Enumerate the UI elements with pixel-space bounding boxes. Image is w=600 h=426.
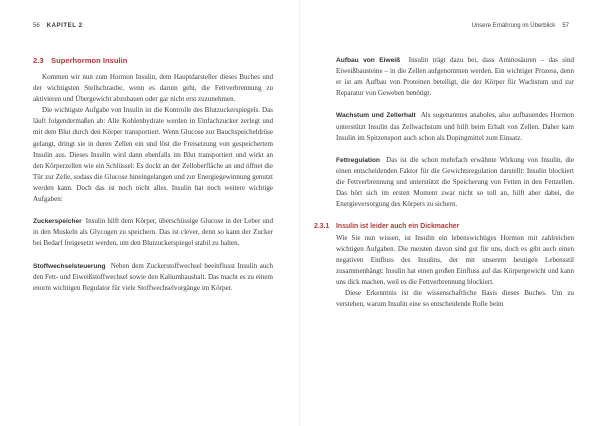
definition-text: Insulin trägt dazu bei, dass Aminosäuren – das sind Eiweißbausteine – in die Zellen aufgenommen werden. Ein wichtiger Prozess, denn er ist am Aufbau von Proteinen beteiligt, die der Körper für Wachstum und zur Reparatur von Geweben benötigt. <box>336 56 574 98</box>
subsection-paragraph: Wie Sie nun wissen, ist Insulin ein lebenswichtiges Hormon mit zahlreichen wichtigen Aufgaben. Die meisten davon sind gut für uns, doch es gibt auch einen negativen Einfluss des Insulins, der mit unserem heutigen Lebensstil zusammenhängt: Insulin hat einen großen Einfluss auf das Körpergewicht und kann uns dick machen, weil es die Fettverbrennung blockiert. <box>336 233 574 286</box>
definition-item <box>336 110 574 143</box>
running-title: Unsere Ernährung im Überblick <box>471 23 556 29</box>
section-heading <box>33 55 273 66</box>
right-running-header <box>472 23 569 29</box>
left-text-column <box>33 55 273 294</box>
right-text-column <box>314 55 575 310</box>
chapter-label: KAPITEL 2 <box>46 23 83 29</box>
definition-term: Fettregulation <box>336 156 380 164</box>
subsection-number: 2.3.1 <box>314 223 330 231</box>
definition-term: Stoffwechselsteuerung <box>33 262 106 270</box>
right-page-number: 57 <box>562 23 569 29</box>
definition-item <box>336 155 574 210</box>
definition-term: Aufbau von Eiweiß <box>336 57 401 64</box>
definition-item <box>33 261 273 294</box>
definition-item <box>33 216 273 249</box>
section-title: Superhormon Insulin <box>51 56 128 65</box>
definition-text: Das ist die schon mehrfach erwähnte Wirkung von Insulin, die einen entscheidenden Faktor für die Gewichtsregulation darstellt: Insulin blockiert die Fettverbrennung und unterstützt die Speicherung von Fetten in den Fettzellen. Das hört sich im ersten Moment zwar nicht so toll an, hilft aber dabei, die Energieversorgung des Körpers zu sichern. <box>336 155 574 209</box>
left-running-header <box>33 23 83 29</box>
definition-term: Wachstum und Zellerhalt <box>336 112 416 120</box>
definition-text: Insulin hilft dem Körper, überschüssige Glucose in der Leber und in den Muskeln als Glycogen zu speichern. Das ist clever, denn so kann der Zucker bei Bedarf freigesetzt werden, um den Blutzuckerspiegel stabil zu halten. <box>33 217 273 248</box>
left-page-number: 56 <box>33 23 40 29</box>
definition-item <box>336 55 574 99</box>
definition-text: Neben dem Zuckerstoffwechsel beeinflusst Insulin auch den Fett- und Eiweißstoffwechsel sowie den Kaliumhaushalt. Das macht es zu einem enorm wichtigen Regulator für viele Stoffwechselvorgänge im Körper. <box>33 261 273 292</box>
section-number: 2.3 <box>33 56 44 65</box>
definition-term: Zuckerspeicher <box>33 218 82 226</box>
subsection-heading <box>314 221 574 232</box>
subsection-paragraph: Diese Erkenntnis ist die wissenschaftliche Basis dieses Buches. Um zu verstehen, warum Insulin eine so entscheidende Rolle beim <box>336 288 574 309</box>
intro-paragraph: Kommen wir nun zum Hormon Insulin, dem Hauptdarsteller dieses Buches und der wichtigsten Stellschraube, wenn es darum geht, die Fettverbrennung zu aktivieren und Übergewicht abzubauen oder gar nicht erst zuzunehmen. <box>33 73 273 104</box>
body-paragraph: Die wichtigste Aufgabe von Insulin ist die Kontrolle des Blutzuckerspiegels. Das läuft folgendermaßen ab: Alle Kohlenhydrate werden in Einfachzucker zerlegt und mit dem Blut durch den Körper transportiert. Wenn Glucose zur Bauchspeicheldrüse gelangt, dringt sie in deren Zellen ein und löst die Freisetzung von gespeichertem Insulin aus. Dieses Insulin wird dann ebenfalls im Blut transportiert und wirkt an den Körperzellen wie ein Schlüssel: Es dockt an der Zelloberfläche an und öffnet die Tür zur Zelle, sodass die Glucose hineingelangen und zur Energiegewinnung genutzt werden kann. Doch das ist noch nicht alles. Insulin hat noch weitere wichtige Aufgaben: <box>33 106 273 204</box>
right-page <box>300 0 600 426</box>
definition-text: Als sogenanntes anaboles, also aufbauendes Hormon unterstützt Insulin das Zellwachstum und hilft beim Erhalt von Zellen. Daher kam Insulin im Spitzensport auch schon als Dopingmittel zum Einsatz. <box>336 111 575 142</box>
subsection-title: Insulin ist leider auch ein Dickmacher <box>336 223 460 231</box>
